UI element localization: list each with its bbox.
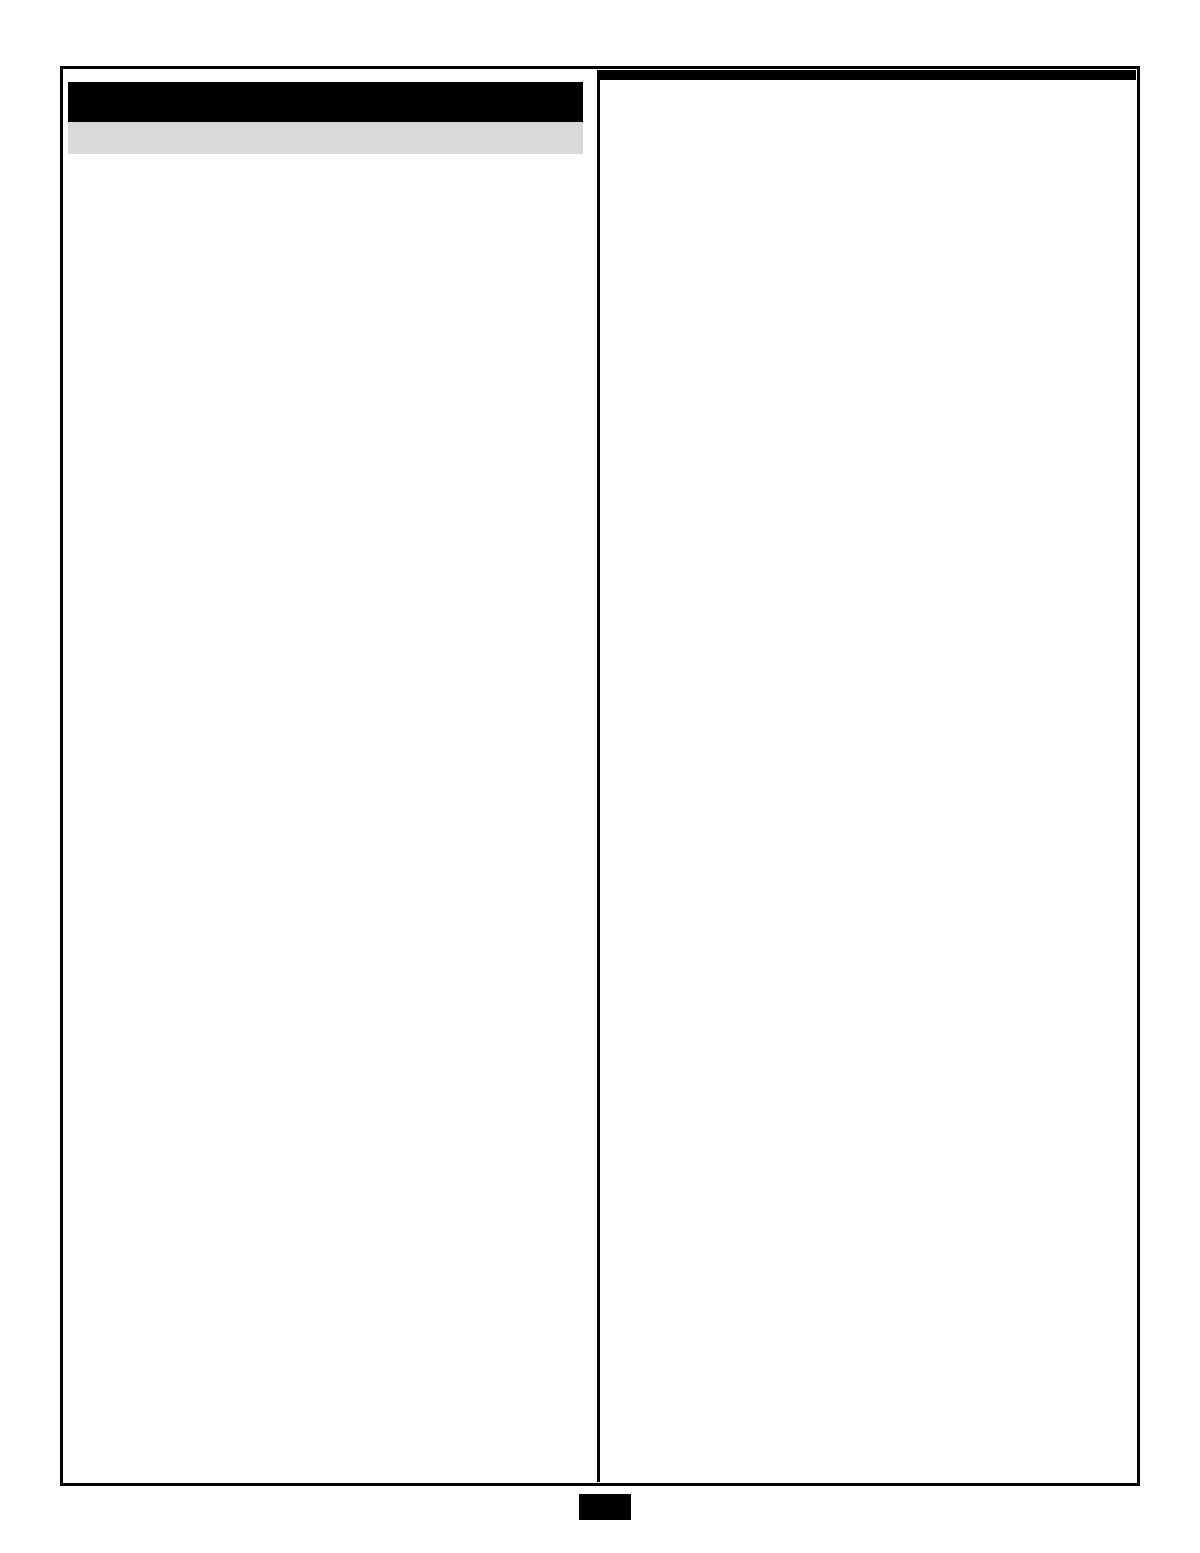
page-number [579,1494,631,1520]
section-subtitle [68,122,583,154]
page-frame [60,66,1140,1486]
right-top-bar [600,70,1136,80]
left-column [68,82,583,156]
page-title [68,82,583,122]
column-divider [597,70,600,1482]
